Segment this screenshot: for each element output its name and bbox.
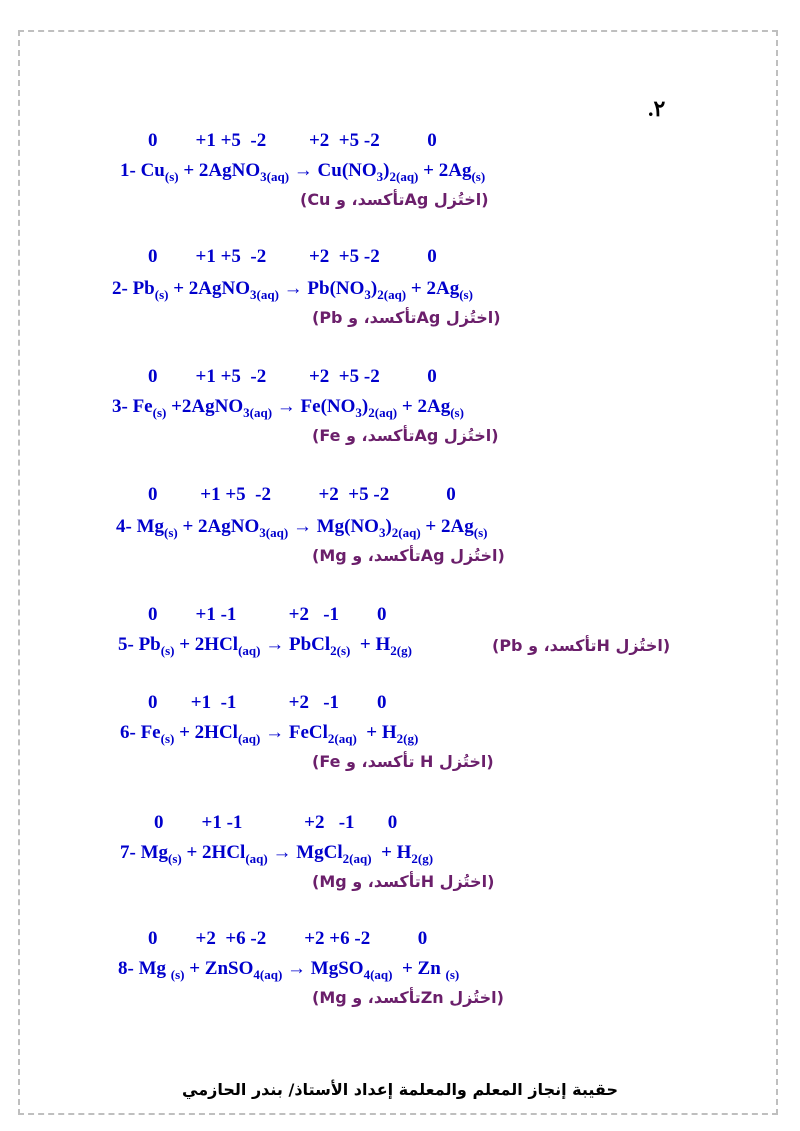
oxidation-states-1: 0 +1 +5 -2 +2 +5 -2 0 xyxy=(148,130,437,151)
oxidation-states-7: 0 +1 -1 +2 -1 0 xyxy=(154,812,398,833)
equation-2: 2- $Pb_{(s)}$ + 2AgNO$_{3(aq)}$ → $Pb(NO_3)_{2(aq)} + 2Ag_{(s)}$ xyxy=(112,278,473,302)
footer-credit: حقيبة إنجاز المعلم والمعلمة إعداد الأستاذ/ بندر الحازمي xyxy=(182,1080,618,1099)
equation-7: 7- $Mg_{(s)} + 2HCl_{(aq)}$ → MgCl$_{2(aq)}$ + $H_{2(g)}$ xyxy=(120,842,434,866)
equation-6: 6- $Fe_{(s)} + 2HCl_{(aq)}$ → FeCl$_{2(aq)}$ + $H_{2(g)}$ xyxy=(120,722,419,746)
equation-4: 4- $Mg_{(s)}$ + 2AgNO$_{3(aq)}$ → $Mg(NO_3)_{2(aq)} + 2Ag_{(s)}$ xyxy=(116,516,488,540)
oxidation-states-8: 0 +2 +6 -2 +2 +6 -2 0 xyxy=(148,928,428,949)
redox-note-5: (Pb تأكسد، وH اختُزل) xyxy=(492,636,671,655)
oxidation-states-2: 0 +1 +5 -2 +2 +5 -2 0 xyxy=(148,246,437,267)
oxidation-states-3: 0 +1 +5 -2 +2 +5 -2 0 xyxy=(148,366,437,387)
redox-note-6: (Fe تأكسد، و H اختُزل) xyxy=(312,752,494,771)
oxidation-states-5: 0 +1 -1 +2 -1 0 xyxy=(148,604,387,625)
equation-1: 1- $Cu_{(s)}$ + 2AgNO$_{3(aq)}$ → $Cu(NO_3)_{2(aq)} + 2Ag_{(s)}$ xyxy=(120,160,486,184)
redox-note-4: (Mg تأكسد، وAg اختُزل) xyxy=(312,546,505,565)
redox-note-8: (Mg تأكسد، وZn اختُزل) xyxy=(312,988,504,1007)
oxidation-states-6: 0 +1 -1 +2 -1 0 xyxy=(148,692,387,713)
redox-note-3: (Fe تأكسد، وAg اختُزل) xyxy=(312,426,499,445)
redox-note-7: (Mg تأكسد، وH اختُزل) xyxy=(312,872,495,891)
redox-note-2: (Pb تأكسد، وAg اختُزل) xyxy=(312,308,501,327)
equation-5: 5- $Pb_{(s)} + 2HCl_{(aq)}$ → PbCl$_{2(s)}$ + $H_{2(g)}$ xyxy=(118,634,412,658)
oxidation-states-4: 0 +1 +5 -2 +2 +5 -2 0 xyxy=(148,484,456,505)
equation-8: 8- Mg $_{(s)}$ + ZnSO$_{4(aq)}$ → MgSO$_{4(aq)}$ + Zn $_{(s)}$ xyxy=(118,958,460,982)
question-number: .٢ xyxy=(648,96,666,121)
redox-note-1: (Cu تأكسد، وAg اختُزل) xyxy=(300,190,489,209)
equation-3: 3- $Fe_{(s)}$ +2AgNO$_{3(aq)}$ → $Fe(NO_3)_{2(aq)} + 2Ag_{(s)}$ xyxy=(112,396,464,420)
